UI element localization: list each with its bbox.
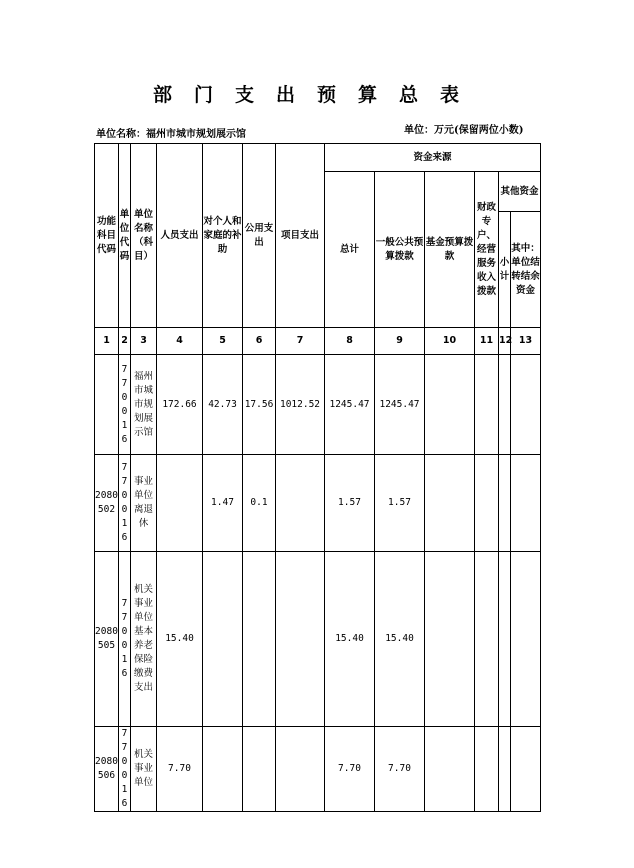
header-subtotal: 小计 <box>499 212 511 328</box>
column-number: 13 <box>511 328 541 355</box>
column-number: 5 <box>203 328 243 355</box>
header-row-1 <box>95 144 541 172</box>
column-number: 1 <box>95 328 119 355</box>
cell-special <box>475 455 499 552</box>
column-number: 8 <box>325 328 375 355</box>
cell-general-budget: 1245.47 <box>375 355 425 455</box>
header-subsidy: 对个人和家庭的补助 <box>203 144 243 328</box>
header-general-budget: 一般公共预算拨款 <box>375 172 425 328</box>
cell-unit-code: 770016 <box>119 455 131 552</box>
column-number: 11 <box>475 328 499 355</box>
cell-project <box>276 727 325 812</box>
cell-personnel <box>157 455 203 552</box>
column-number: 3 <box>131 328 157 355</box>
header-unit-code: 单位代码 <box>119 144 131 328</box>
cell-total: 15.40 <box>325 552 375 727</box>
cell-subtotal <box>499 552 511 727</box>
header-special: 财政专户、经营服务收入拨款 <box>475 172 499 328</box>
cell-project: 1012.52 <box>276 355 325 455</box>
cell-unit-name: 机关事业单位 <box>131 727 157 812</box>
header-total: 总计 <box>325 172 375 328</box>
header-carryover: 其中：单位结转结余资金 <box>511 212 541 328</box>
column-number-row <box>95 328 541 355</box>
cell-fund-budget <box>425 455 475 552</box>
column-number: 12 <box>499 328 511 355</box>
cell-general-budget: 15.40 <box>375 552 425 727</box>
cell-total: 1245.47 <box>325 355 375 455</box>
cell-total: 7.70 <box>325 727 375 812</box>
header-unit-name: 单位名称（科目） <box>131 144 157 328</box>
cell-general-budget: 7.70 <box>375 727 425 812</box>
cell-unit-name: 事业单位离退休 <box>131 455 157 552</box>
cell-subtotal <box>499 727 511 812</box>
cell-project <box>276 552 325 727</box>
cell-public <box>243 552 276 727</box>
cell-special <box>475 727 499 812</box>
page-title: 部门支出预算总表 <box>152 84 481 106</box>
cell-carryover <box>511 355 541 455</box>
header-fund-source: 资金来源 <box>325 144 541 172</box>
budget-table <box>94 143 541 812</box>
column-number: 10 <box>425 328 475 355</box>
table-row <box>95 355 541 455</box>
cell-func-code: 2080502 <box>95 455 119 552</box>
cell-public: 0.1 <box>243 455 276 552</box>
cell-unit-code: 770016 <box>119 355 131 455</box>
cell-subsidy <box>203 552 243 727</box>
cell-func-code: 2080506 <box>95 727 119 812</box>
cell-carryover <box>511 727 541 812</box>
cell-subtotal <box>499 355 511 455</box>
cell-personnel: 172.66 <box>157 355 203 455</box>
cell-personnel: 15.40 <box>157 552 203 727</box>
unit-note-label: 单位：万元(保留两位小数) <box>404 125 524 136</box>
cell-func-code <box>95 355 119 455</box>
cell-unit-name: 机关事业单位基本养老保险缴费支出 <box>131 552 157 727</box>
header-project: 项目支出 <box>276 144 325 328</box>
unit-name-label: 单位名称：福州市城市规划展示馆 <box>96 129 246 140</box>
cell-carryover <box>511 552 541 727</box>
cell-fund-budget <box>425 355 475 455</box>
column-number: 6 <box>243 328 276 355</box>
column-number: 9 <box>375 328 425 355</box>
column-number: 2 <box>119 328 131 355</box>
cell-subsidy: 42.73 <box>203 355 243 455</box>
cell-public: 17.56 <box>243 355 276 455</box>
column-number: 7 <box>276 328 325 355</box>
header-func-code: 功能科目代码 <box>95 144 119 328</box>
cell-unit-code: 770016 <box>119 727 131 812</box>
cell-project <box>276 455 325 552</box>
cell-general-budget: 1.57 <box>375 455 425 552</box>
header-other-funds: 其他资金 <box>499 172 541 212</box>
table-row <box>95 727 541 812</box>
cell-subsidy: 1.47 <box>203 455 243 552</box>
cell-unit-name: 福州市城市规划展示馆 <box>131 355 157 455</box>
table-row <box>95 552 541 727</box>
cell-fund-budget <box>425 727 475 812</box>
cell-personnel: 7.70 <box>157 727 203 812</box>
cell-special <box>475 355 499 455</box>
cell-special <box>475 552 499 727</box>
header-public: 公用支出 <box>243 144 276 328</box>
cell-public <box>243 727 276 812</box>
header-fund-budget: 基金预算拨款 <box>425 172 475 328</box>
cell-total: 1.57 <box>325 455 375 552</box>
table-row <box>95 455 541 552</box>
header-personnel: 人员支出 <box>157 144 203 328</box>
cell-carryover <box>511 455 541 552</box>
cell-unit-code: 770016 <box>119 552 131 727</box>
cell-fund-budget <box>425 552 475 727</box>
column-number: 4 <box>157 328 203 355</box>
cell-subtotal <box>499 455 511 552</box>
cell-func-code: 2080505 <box>95 552 119 727</box>
cell-subsidy <box>203 727 243 812</box>
